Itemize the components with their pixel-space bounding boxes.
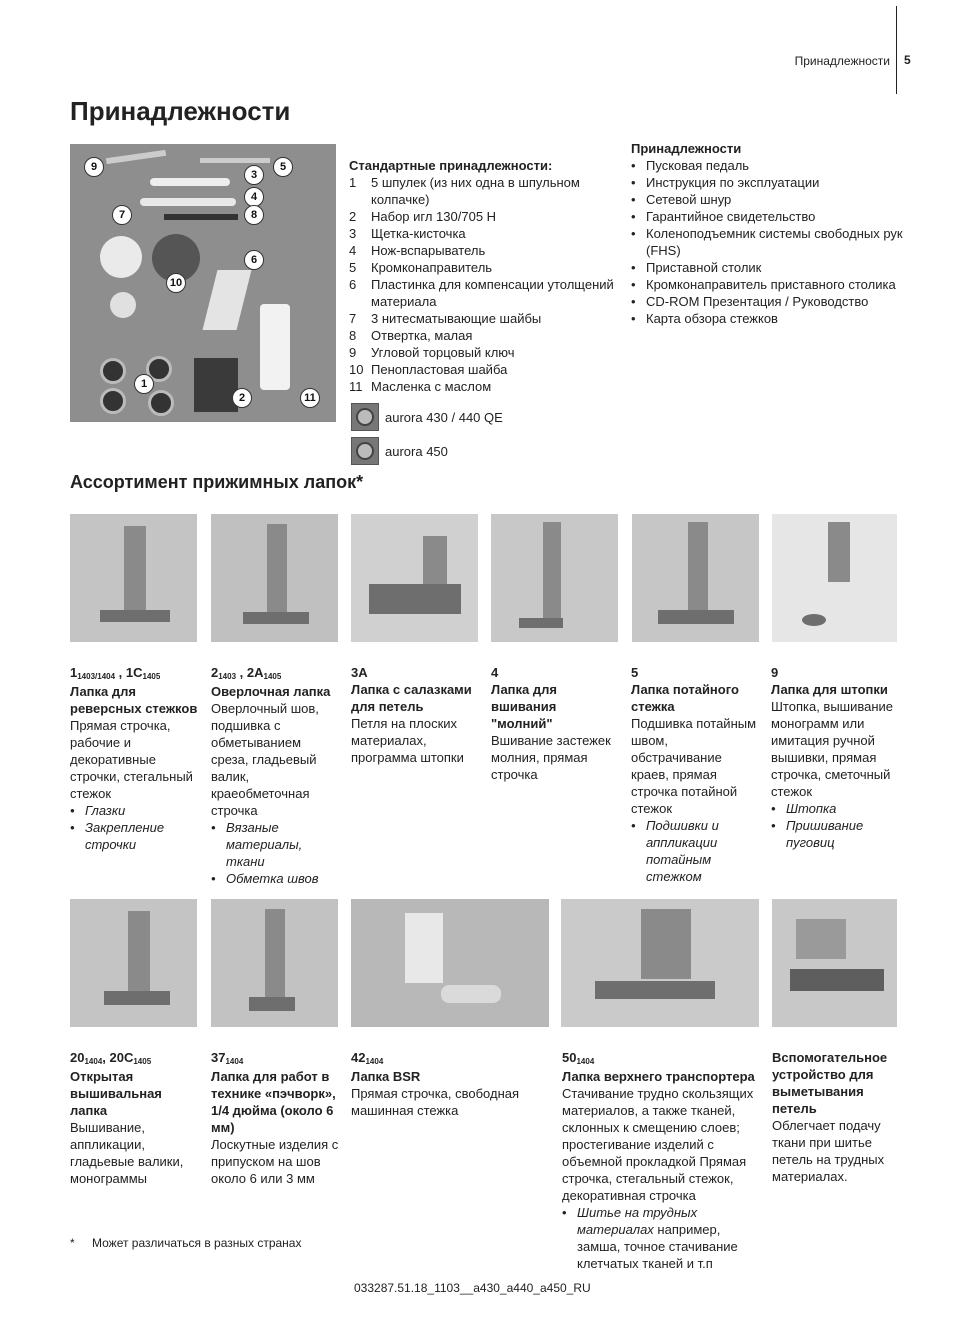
foot-name: Вспомогательное устройство для выметывания петель	[772, 1050, 888, 1116]
foot-3a-description	[351, 664, 481, 766]
list-item: 5 Кромконаправитель	[349, 260, 493, 275]
callout-10: 10	[166, 273, 186, 293]
callout-3: 3	[244, 165, 264, 185]
brush-shape	[150, 178, 230, 186]
foot-desc: Подшивка потайным швом, обстрачивание краев, прямая строчка потайной стежок	[631, 716, 757, 816]
foot-4-photo	[491, 514, 618, 642]
list-item: • Пришивание пуговиц	[771, 818, 864, 850]
accessories-photo	[70, 144, 336, 422]
list-item: 3 Щетка-кисточка	[349, 226, 466, 241]
list-item: • Сетевой шнур	[631, 192, 732, 207]
callout-9: 9	[84, 157, 104, 177]
model-label: aurora 450	[385, 443, 448, 459]
needle-pack-shape	[194, 358, 238, 412]
oil-tube-shape	[260, 304, 290, 390]
standard-accessories-list	[349, 157, 625, 395]
foot-20-photo	[70, 899, 197, 1027]
foot-name: Лапка с салазками для петель	[351, 682, 472, 714]
footnote-mark: *	[70, 1236, 75, 1250]
height-compensation-plate-shape	[203, 270, 252, 330]
foot-number: 5	[631, 665, 639, 680]
sewing-machine-model-icon	[351, 403, 379, 431]
foot-desc: Облегчает подачу ткани при шитье петель на трудных материалах.	[772, 1118, 885, 1184]
foot-name: Лапка потайного стежка	[631, 682, 739, 714]
sewing-machine-model-icon	[351, 437, 379, 465]
model-aurora-450	[351, 437, 448, 465]
list-item: 10 Пенопластовая шайба	[349, 362, 508, 377]
list-item: • Вязаные материалы, ткани	[211, 820, 303, 869]
foot-name: Лапка верхнего транспортера	[562, 1069, 755, 1084]
seam-ripper-shape	[140, 198, 236, 206]
foot-number: $37_{1404}$	[211, 1050, 244, 1066]
list-item: • Шитье на трудных материалах например, замша, точное стачивание клетчатых тканей и т.п	[562, 1205, 738, 1271]
foot-37-photo	[211, 899, 338, 1027]
foot-desc: Штопка, вышивание монограмм или имитация ручной вышивки, прямая строчка, сметочный стежок	[771, 699, 894, 799]
model-aurora-430-440	[351, 403, 503, 431]
list-item: 2 Набор игл 130/705 H	[349, 209, 497, 224]
foot-2-description	[211, 664, 341, 887]
foot-number: $20_{1404}$, $20C_{1405}$	[70, 1050, 152, 1066]
callout-6: 6	[244, 250, 264, 270]
foot-9-photo	[772, 514, 897, 642]
foot-50-photo	[561, 899, 759, 1027]
foot-42-description	[351, 1049, 549, 1119]
edge-guide-shape	[200, 158, 270, 163]
footnote-text: Может различаться в разных странах	[92, 1236, 302, 1250]
foot-desc: Петля на плоских материалах, программа штопки	[351, 716, 464, 765]
foot-name: Открытая вышивальная лапка	[70, 1069, 162, 1118]
list-item: • Обметка швов	[211, 871, 319, 886]
foot-desc: Прямая строчка, рабочие и декоративные строчки, стегальный стежок	[70, 718, 193, 801]
page-title: Принадлежности	[70, 96, 291, 126]
screwdriver-shape	[164, 214, 238, 220]
callout-1: 1	[134, 374, 154, 394]
list-item: 9 Угловой торцовый ключ	[349, 345, 515, 360]
foot-number: 9	[771, 665, 779, 680]
callout-2: 2	[232, 388, 252, 408]
foot-1-description	[70, 664, 200, 853]
foot-3a-photo	[351, 514, 478, 642]
callout-8: 8	[244, 205, 264, 225]
list-item: • CD-ROM Презентация / Руководство	[631, 294, 869, 309]
list-item: • Подшивки и аппликации потайным стежком	[631, 818, 719, 884]
list-item: 8 Отвертка, малая	[349, 328, 473, 343]
header-divider	[896, 6, 897, 94]
foot-name: Лапка для работ в технике «пэчворк», 1/4 дюйма (около 6 мм)	[211, 1069, 336, 1135]
spool-disc-shape	[100, 236, 142, 278]
foot-name: Лапка для вшивания "молний"	[491, 682, 557, 731]
foot-desc: Вшивание застежек молния, прямая строчка	[491, 733, 611, 782]
buttonhole-aid-photo	[772, 899, 897, 1027]
foot-number: 3A	[351, 665, 368, 680]
foot-name: Оверлочная лапка	[211, 684, 331, 699]
list-item: • Карта обзора стежков	[631, 311, 778, 326]
foot-1-photo	[70, 514, 197, 642]
small-disc-shape	[110, 292, 136, 318]
foot-2-photo	[211, 514, 338, 642]
foot-37-description	[211, 1049, 341, 1187]
standard-accessories-heading: Стандартные принадлежности:	[349, 158, 553, 173]
running-header-section: Принадлежности	[794, 54, 890, 68]
foot-desc: Стачивание трудно скользящих материалов, а также тканей, склонных к смещению слоев; простегивание изделий с объемной прокладкой Прямая строчка, стегальный стежок, декоративная строчка	[562, 1086, 754, 1203]
bobbin-shape	[100, 358, 126, 384]
foot-desc: Прямая строчка, свободная машинная стежка	[351, 1086, 520, 1118]
foot-desc: Оверлочный шов, подшивка с обметыванием среза, гладьевый валик, краеобметочная строчка	[211, 701, 319, 818]
buttonhole-aid-description	[772, 1049, 902, 1185]
list-item: • Коленоподъемник системы свободных рук (FHS)	[631, 226, 903, 258]
foot-number: $50_{1404}$	[562, 1050, 595, 1066]
list-item: • Кромконаправитель приставного столика	[631, 277, 896, 292]
foot-name: Лапка для реверсных стежков	[70, 684, 198, 716]
model-label: aurora 430 / 440 QE	[385, 409, 503, 425]
list-item: • Пусковая педаль	[631, 158, 750, 173]
callout-5: 5	[273, 157, 293, 177]
list-item: 1 5 шпулек (из них одна в шпульном колпачке)	[349, 175, 580, 207]
footnote	[70, 1236, 301, 1250]
list-item: • Приставной столик	[631, 260, 762, 275]
document-code: 033287.51.18_1103__a430_a440_a450_RU	[354, 1281, 591, 1295]
foot-name: Лапка BSR	[351, 1069, 421, 1084]
callout-4: 4	[244, 187, 264, 207]
accessories-heading: Принадлежности	[631, 141, 742, 156]
foot-50-description	[562, 1049, 760, 1272]
bobbin-shape	[100, 388, 126, 414]
foot-5-description	[631, 664, 761, 885]
foot-number: $1_{1403/1404}$ , $1C_{1405}$	[70, 665, 161, 681]
page-number: 5	[904, 53, 911, 67]
foot-desc: Лоскутные изделия с припуском на шов около 6 или 3 мм	[211, 1137, 339, 1186]
list-item: 7 3 нитесматывающие шайбы	[349, 311, 542, 326]
list-item: 6 Пластинка для компенсации утолщений материала	[349, 277, 614, 309]
foot-desc: Вышивание, аппликации, гладьевые валики, монограммы	[70, 1120, 184, 1186]
foot-5-photo	[632, 514, 759, 642]
list-item: • Глазки	[70, 803, 126, 818]
list-item: 11 Масленка с маслом	[349, 379, 492, 394]
list-item: • Инструкция по эксплуатации	[631, 175, 820, 190]
list-item: • Гарантийное свидетельство	[631, 209, 816, 224]
accessories-list	[631, 140, 907, 327]
foot-number: $42_{1404}$	[351, 1050, 384, 1066]
bobbin-shape	[148, 390, 174, 416]
foot-name: Лапка для штопки	[771, 682, 888, 697]
list-item: 4 Нож-вспарыватель	[349, 243, 486, 258]
foot-number: 4	[491, 665, 499, 680]
foot-number: $2_{1403}$ , $2A_{1405}$	[211, 665, 282, 681]
foot-20-description	[70, 1049, 202, 1187]
foot-42-bsr-photo	[351, 899, 549, 1027]
foot-4-description	[491, 664, 621, 783]
presser-feet-heading: Ассортимент прижимных лапок*	[70, 472, 364, 492]
hex-key-shape	[106, 150, 166, 164]
callout-11: 11	[300, 388, 320, 408]
list-item: • Закрепление строчки	[70, 820, 165, 852]
callout-7: 7	[112, 205, 132, 225]
list-item: • Штопка	[771, 801, 837, 816]
foot-9-description	[771, 664, 901, 851]
